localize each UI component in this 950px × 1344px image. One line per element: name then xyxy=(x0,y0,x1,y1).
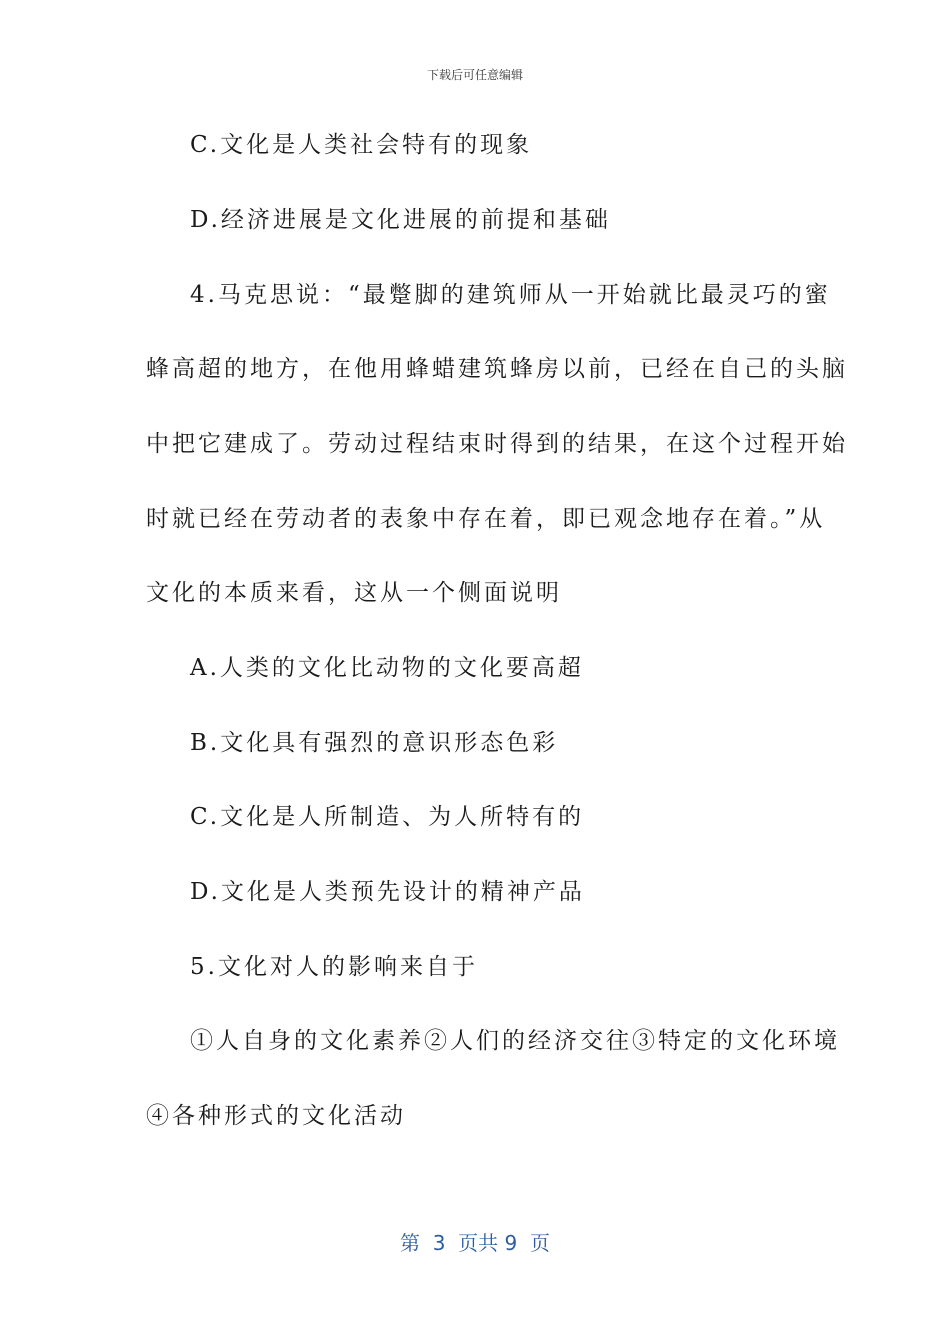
q4-stem-line-2: 蜂高超的地方，在他用蜂蜡建筑蜂房以前，已经在自己的头脑 xyxy=(146,356,848,382)
q4-option-a: A.人类的文化比动物的文化要高超 xyxy=(190,655,584,681)
q5-stem: 5.文化对人的影响来自于 xyxy=(190,954,478,980)
q5-items-line-2: ④各种形式的文化活动 xyxy=(146,1103,406,1129)
q3-option-d: D.经济进展是文化进展的前提和基础 xyxy=(190,207,611,233)
page-header-note: 下载后可任意编辑 xyxy=(426,68,523,82)
q4-option-d: D.文化是人类预先设计的精神产品 xyxy=(190,879,585,905)
q5-items-line-1: ①人自身的文化素养②人们的经济交往③特定的文化环境 xyxy=(190,1028,840,1054)
q4-stem-line-4: 时就已经在劳动者的表象中存在着，即已观念地存在着。”从 xyxy=(146,506,826,532)
page-number-footer xyxy=(0,1227,950,1256)
q4-option-c: C.文化是人所制造、为人所特有的 xyxy=(190,804,585,830)
q4-stem-line-1: 4.马克思说：“最蹩脚的建筑师从一开始就比最灵巧的蜜 xyxy=(190,282,831,308)
q4-stem-line-3: 中把它建成了。劳动过程结束时得到的结果，在这个过程开始 xyxy=(146,431,848,457)
page-number-label: 第 3 页共 9 页 xyxy=(400,1231,550,1255)
q3-option-c: C.文化是人类社会特有的现象 xyxy=(190,132,533,158)
q4-stem-line-5: 文化的本质来看，这从一个侧面说明 xyxy=(146,580,562,606)
q4-option-b: B.文化具有强烈的意识形态色彩 xyxy=(190,730,559,756)
